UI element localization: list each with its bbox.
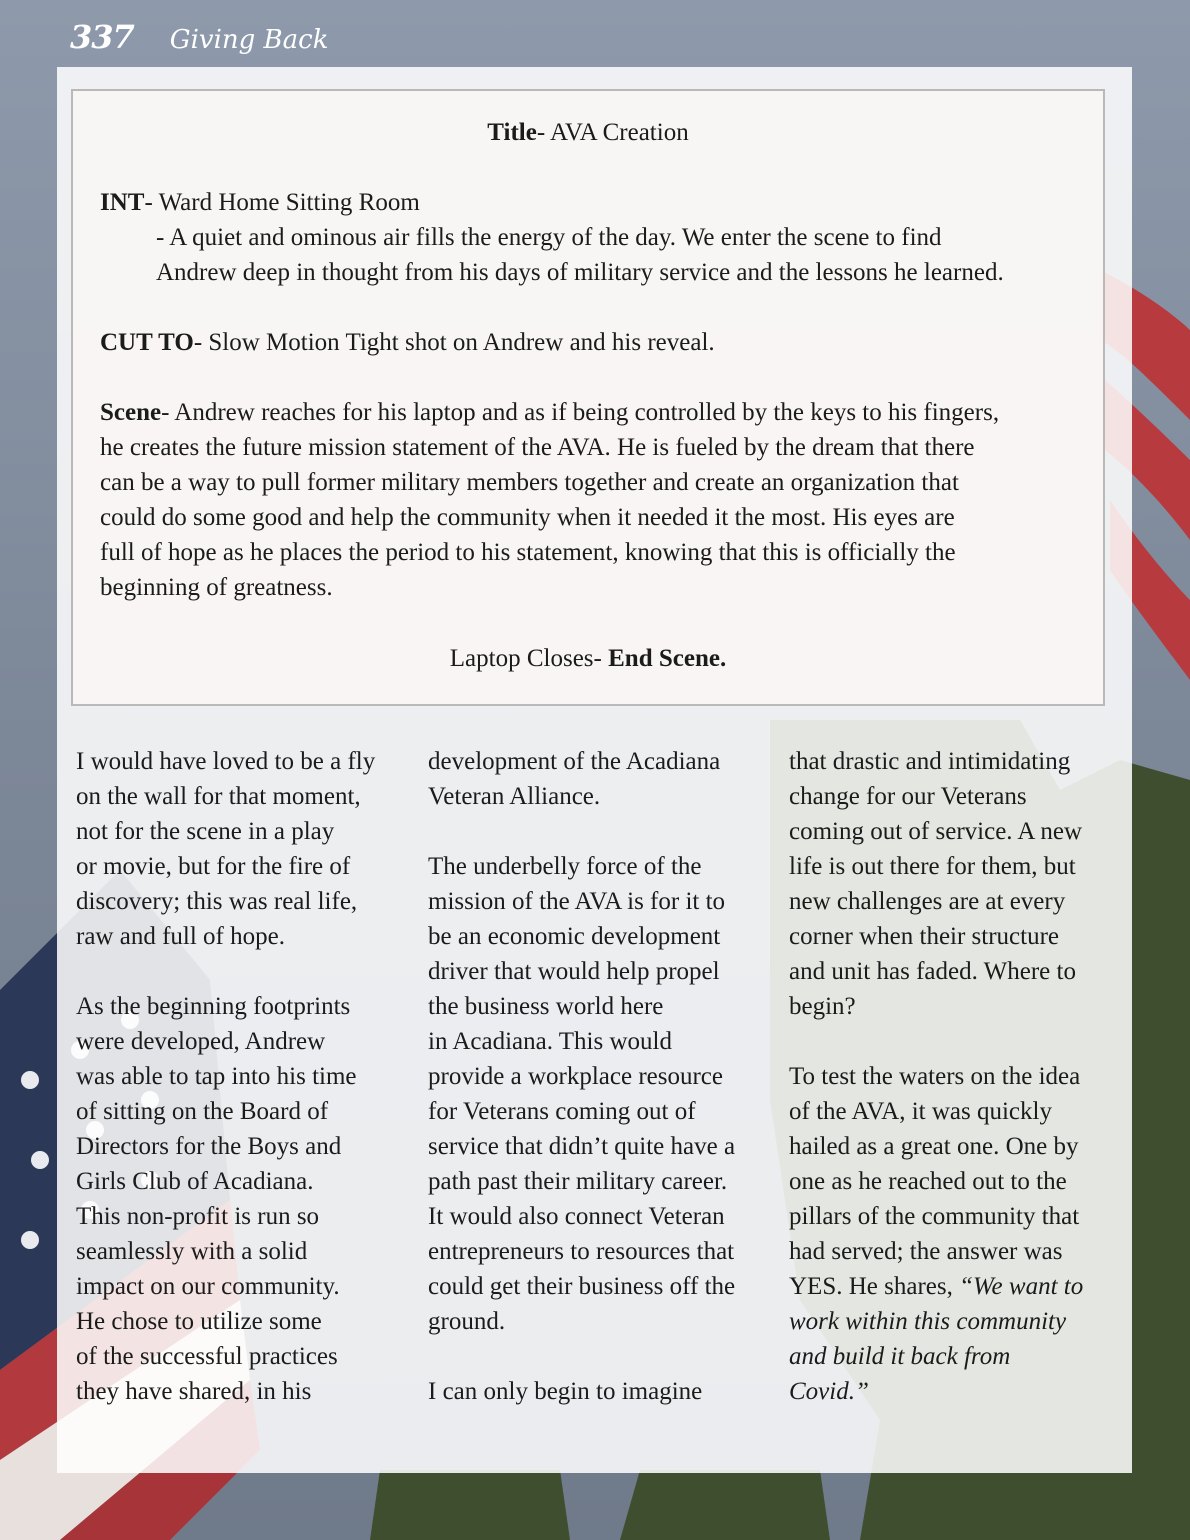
paragraph <box>76 989 375 1409</box>
end-scene-line <box>73 641 1103 676</box>
scene-label: Scene <box>100 399 162 426</box>
text-line: He chose to utilize some <box>76 1308 322 1335</box>
text-line: Girls Club of Acadiana. <box>76 1168 314 1195</box>
scene-line: he creates the future mission statement of the AVA. He is fueled by the dream that there <box>100 434 975 461</box>
script-title <box>73 115 1103 150</box>
text-line: could get their business off the <box>428 1273 736 1300</box>
text-line: Veteran Alliance. <box>428 783 601 810</box>
int-line <box>100 185 420 220</box>
text-line: pillars of the community that <box>789 1203 1080 1230</box>
text-line: entrepreneurs to resources that <box>428 1238 735 1265</box>
text-line: seamlessly with a solid <box>76 1238 308 1265</box>
text-line: service that didn’t quite have a <box>428 1133 736 1160</box>
text-line: corner when their structure <box>789 923 1060 950</box>
text-plain: YES. He shares, <box>789 1273 960 1300</box>
text-line: As the beginning footprints <box>76 993 351 1020</box>
text-line: I can only begin to imagine <box>428 1378 703 1405</box>
paragraph <box>428 744 735 814</box>
text-line: begin? <box>789 993 856 1020</box>
scene-line: could do some good and help the community when it needed it the most. His eyes are <box>100 504 955 531</box>
quote-text: Covid.” <box>789 1378 869 1405</box>
paragraph <box>76 744 375 954</box>
text-line: development of the Acadiana <box>428 748 721 775</box>
text-line: mission of the AVA is for it to <box>428 888 726 915</box>
text-line: ground. <box>428 1308 506 1335</box>
text-line: To test the waters on the idea <box>789 1063 1081 1090</box>
end-bold: End Scene. <box>608 645 727 672</box>
text-line: provide a workplace resource <box>428 1063 723 1090</box>
text-line: This non-profit is run so <box>76 1203 320 1230</box>
text-line: new challenges are at every <box>789 888 1066 915</box>
scene-line: full of hope as he places the period to his statement, knowing that this is officially the <box>100 539 956 566</box>
text-line <box>789 1269 1083 1304</box>
text-line: of the AVA, it was quickly <box>789 1098 1052 1125</box>
scene-line <box>100 395 999 430</box>
cut-to-line <box>100 325 715 360</box>
end-prefix: Laptop Closes- <box>449 645 609 672</box>
text-line: impact on our community. <box>76 1273 340 1300</box>
text-line: had served; the answer was <box>789 1238 1063 1265</box>
int-desc-line: - A quiet and ominous air fills the energy of the day. We enter the scene to find <box>156 224 942 251</box>
section-title: Giving Back <box>169 25 329 55</box>
scene-value: - Andrew reaches for his laptop and as if being controlled by the keys to his fingers, <box>161 399 1000 426</box>
text-line: they have shared, in his <box>76 1378 312 1405</box>
text-line: be an economic development <box>428 923 721 950</box>
title-label: Title <box>487 119 537 146</box>
text-line: and unit has faded. Where to <box>789 958 1076 985</box>
text-line: one as he reached out to the <box>789 1168 1067 1195</box>
text-line: was able to tap into his time <box>76 1063 357 1090</box>
cut-label: CUT TO <box>100 329 194 356</box>
text-line: or movie, but for the fire of <box>76 853 351 880</box>
text-line: change for our Veterans <box>789 783 1027 810</box>
text-column-2 <box>428 744 735 1444</box>
text-line: were developed, Andrew <box>76 1028 326 1055</box>
text-line: not for the scene in a play <box>76 818 335 845</box>
page-header <box>70 18 328 62</box>
int-value: - Ward Home Sitting Room <box>144 189 420 216</box>
text-line: Directors for the Boys and <box>76 1133 342 1160</box>
text-line: The underbelly force of the <box>428 853 702 880</box>
text-column-3 <box>789 744 1083 1444</box>
text-line: that drastic and intimidating <box>789 748 1071 775</box>
text-line: coming out of service. A new <box>789 818 1082 845</box>
paragraph <box>428 849 735 1339</box>
text-line: for Veterans coming out of <box>428 1098 696 1125</box>
title-value: - AVA Creation <box>536 119 689 146</box>
text-line: driver that would help propel <box>428 958 720 985</box>
text-line: I would have loved to be a fly <box>76 748 376 775</box>
paragraph <box>789 744 1083 1024</box>
text-column-1 <box>76 744 375 1444</box>
text-line: on the wall for that moment, <box>76 783 361 810</box>
script-box <box>71 89 1105 706</box>
text-line: life is out there for them, but <box>789 853 1076 880</box>
text-line: It would also connect Veteran <box>428 1203 725 1230</box>
scene-line: beginning of greatness. <box>100 574 333 601</box>
cut-value: - Slow Motion Tight shot on Andrew and his reveal. <box>193 329 715 356</box>
text-line: path past their military career. <box>428 1168 728 1195</box>
int-label: INT <box>100 189 145 216</box>
text-line: in Acadiana. This would <box>428 1028 672 1055</box>
quote-text: and build it back from <box>789 1343 1011 1370</box>
text-line: of the successful practices <box>76 1343 338 1370</box>
text-line: discovery; this was real life, <box>76 888 358 915</box>
paragraph <box>789 1059 1083 1409</box>
scene-line: can be a way to pull former military members together and create an organization that <box>100 469 959 496</box>
text-line: raw and full of hope. <box>76 923 285 950</box>
page-number: 337 <box>70 18 134 56</box>
text-line: of sitting on the Board of <box>76 1098 329 1125</box>
text-line: the business world here <box>428 993 664 1020</box>
quote-text: work within this community <box>789 1308 1067 1335</box>
paragraph <box>428 1374 735 1409</box>
int-desc-line: Andrew deep in thought from his days of military service and the lessons he learned. <box>156 259 1004 286</box>
quote-text: “We want to <box>959 1273 1084 1300</box>
text-line: hailed as a great one. One by <box>789 1133 1079 1160</box>
